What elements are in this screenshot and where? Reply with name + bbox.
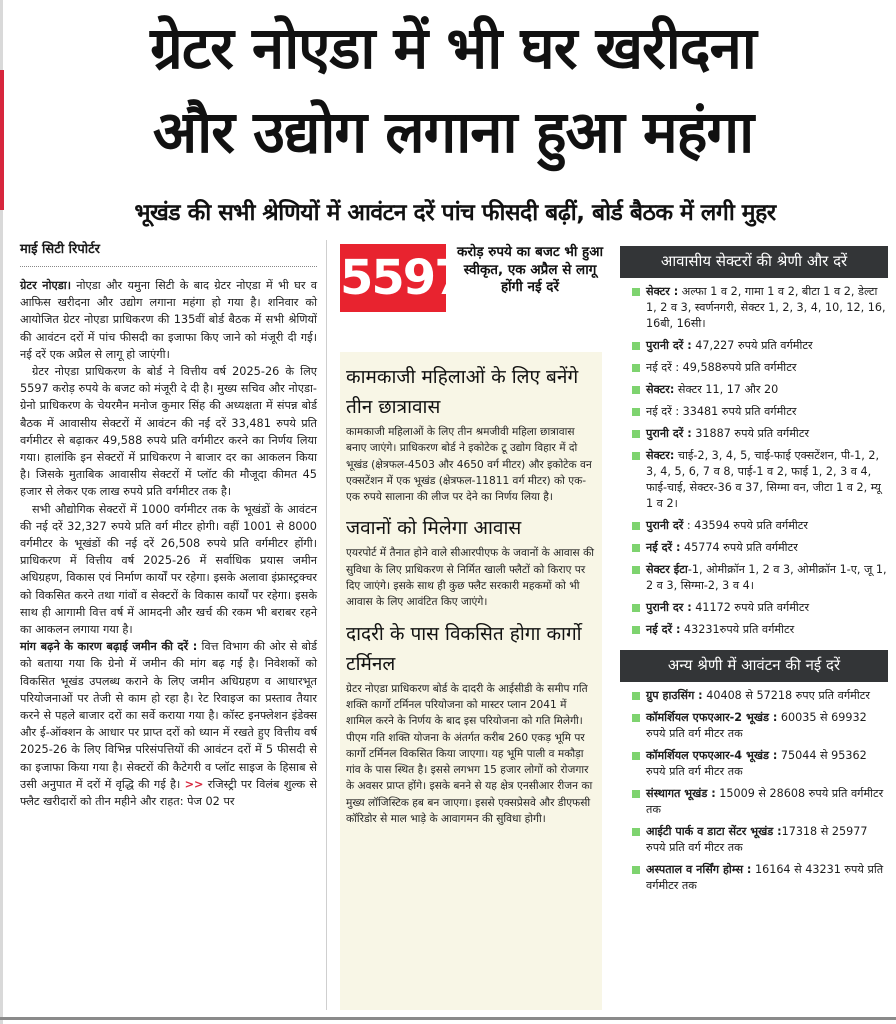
- rate-text: 17318 से 25977 रुपये प्रति वर्ग मीटर तक: [646, 825, 868, 854]
- rate-item: [630, 426, 888, 442]
- bullet-icon: [632, 430, 640, 438]
- rate-label: अस्पताल व नर्सिंग होम्स :: [646, 863, 752, 876]
- bullet-icon: [632, 566, 640, 574]
- rate-item: [630, 748, 888, 780]
- rate-item: [630, 862, 888, 894]
- bottom-rule: [0, 1017, 896, 1020]
- bullet-icon: [632, 714, 640, 722]
- rate-label: कॉमर्शियल एफएआर-4 भूखंड :: [646, 749, 778, 762]
- rate-item: [630, 688, 888, 704]
- jump-link[interactable]: रजिस्ट्री पर विलंब शुल्क से फ्लैट खरीदारों को तीन महीने और राहत: पेज 02 पर: [20, 777, 318, 809]
- rate-label: नई दरें :: [646, 623, 681, 636]
- rate-label: सेक्टर:: [646, 449, 675, 462]
- rate-label: पुरानी दरें :: [646, 427, 692, 440]
- jump-arrow-icon: >>: [184, 777, 204, 791]
- rate-label: नई दरें :: [646, 541, 681, 554]
- other-rates-list: [620, 682, 888, 906]
- rate-text: 31887 रुपये प्रति वर्गमीटर: [691, 427, 810, 440]
- rate-label: आईटी पार्क व डाटा सेंटर भूखंड :: [646, 825, 782, 838]
- rate-item: [630, 622, 888, 638]
- rate-item: [630, 448, 888, 512]
- budget-figure: 5597: [340, 244, 446, 312]
- rate-text: 43231रुपये प्रति वर्गमीटर: [680, 623, 795, 636]
- section-body: एयरपोर्ट में तैनात होने वाले सीआरपीएफ के जवानों के आवास की सुविधा के लिए प्राधिकरण से निर्मित खाली फ्लैटों को किराए पर दिए जाएंगे। इसके साथ ही कुछ फ्लैट सरकारी महकमों को भी आवास के लिए आवंटित किए जाएंगे।: [346, 547, 594, 609]
- red-edge-marker: [0, 70, 4, 210]
- subheadline: भूखंड की सभी श्रेणियों में आवंटन दरें पांच फीसदी बढ़ीं, बोर्ड बैठक में लगी मुहर: [134, 200, 776, 226]
- article-paragraph: सभी औद्योगिक सेक्टरों में 1000 वर्गमीटर तक के भूखंडों के आवंटन की नई दरें 32,327 रुपये प्रति वर्ग मीटर होगी। वहीं 1001 से 8000 वर्गमीटर के भूखंडों की नई दरें 26,508 रुपये प्रति वर्गमीटर होंगी। प्राधिकरण में वित्तीय वर्ष 2025-26 में सर्वाधिक प्रयास जमीन अधिग्रहण, विकास एवं निर्माण कार्यों पर रहेगा। इसके अलावा इंफ्रास्ट्रक्चर को विकसित करने तथा गांवों व सेक्टरों के विकास कार्यों पर रहेगा। इसके साथ ही आगामी वित्त वर्ष में आमदनी और खर्च की रकम भी बराबर रहने का आकलन लगाया गया है।: [20, 502, 317, 637]
- bullet-icon: [632, 544, 640, 552]
- bullet-icon: [632, 522, 640, 530]
- rate-label: ग्रुप हाउसिंग :: [646, 689, 703, 702]
- rate-label: पुरानी दरें :: [646, 339, 692, 352]
- rate-item: [630, 710, 888, 742]
- rate-label: सेक्टर :: [646, 285, 679, 298]
- column-divider: [326, 240, 327, 1010]
- rate-item: [630, 600, 888, 616]
- rate-item: [630, 824, 888, 856]
- bullet-icon: [632, 866, 640, 874]
- byline: माई सिटी रिपोर्टर: [20, 240, 317, 267]
- paragraph-text: नोएडा और यमुना सिटी के बाद ग्रेटर नोएडा में भी घर व आफिस खरीदना और उद्योग लगाना महंगा हो गया है। शनिवार को आयोजित ग्रेटर नोएडा प्राधिकरण की 135वीं बोर्ड बैठक में सभी श्रेणियों की आवंटन दरों में पांच फीसदी का इजाफा किए जाने को मंजूरी दी गई। नई दरें एक अप्रैल से लागू हो जाएंगी।: [20, 279, 317, 361]
- rate-item: [630, 404, 888, 420]
- bullet-icon: [632, 752, 640, 760]
- section-heading: कामकाजी महिलाओं के लिए बनेंगे तीन छात्रावास: [346, 366, 579, 418]
- bullet-icon: [632, 828, 640, 836]
- residential-rates-list: [620, 278, 888, 650]
- rate-text: 60035 से 69932 रुपये प्रति वर्ग मीटर तक: [646, 711, 867, 740]
- rate-item: [630, 338, 888, 354]
- headline-line-2: और उद्योग लगाना हुआ महंगा: [152, 98, 754, 166]
- bullet-icon: [632, 364, 640, 372]
- bullet-icon: [632, 342, 640, 350]
- rate-text: सेक्टर 11, 17 और 20: [674, 383, 779, 396]
- section-body: ग्रेटर नोएडा प्राधिकरण बोर्ड के दादरी के आईसीडी के समीप गति शक्ति कार्गो टर्मिनल परियोजना को मास्टर प्लान 2041 में शामिल करने के निर्णय के बाद इस परियोजना को गति मिलेगी। पीएम गति शक्ति योजना के अंतर्गत करीब 260 एकड़ भूमि पर कार्गो टर्मिनल विकसित किया जाएगा। यह भूमि पाली व मकौड़ा गांव के पास स्थित है। इससे लगभग 15 हजार लोगों को रोजगार के अवसर प्राप्त होंगे। इसके बनने से यह क्षेत्र एनसीआर रीजन का मुख्य लॉजिस्टिक हब बन जाएगा। इससे एक्सप्रेसवे और डीएफसी कॉरिडोर से माल भाड़े के आवागमन की सुविधा होगी।: [346, 682, 593, 826]
- bullet-icon: [632, 790, 640, 798]
- article-paragraph: [20, 638, 317, 810]
- bullet-icon: [632, 604, 640, 612]
- rate-text: चाई-2, 3, 4, 5, चाई-फाई एक्सटेंशन, पी-1, 2, 3, 4, 5, 6, 7 व 8, पाई-1 व 2, फाई 1, 2, 3 व 4, फाई-चाई, सेक्टर-36 व 37, सिग्मा वन, जीटा 1 व 2, म्यू 1 व 2।: [646, 449, 881, 510]
- rate-label: सेक्टर:: [646, 383, 675, 396]
- headline: [18, 6, 888, 174]
- rate-label: पुरानी दरें: [646, 519, 684, 532]
- rate-label: सेक्टर ईटा: [646, 563, 688, 576]
- rate-text: नई दरें : 33481 रुपये प्रति वर्गमीटर: [646, 405, 797, 418]
- other-rates-header: अन्य श्रेणी में आवंटन की नई दरें: [620, 650, 888, 682]
- bullet-icon: [632, 692, 640, 700]
- rate-text: अल्फा 1 व 2, गामा 1 व 2, बीटा 1 व 2, डेल्टा 1, 2 व 3, स्वर्णनगरी, सेक्टर 1, 2, 3, 4, 10, 12, 16, 16बी, 16सी।: [646, 285, 886, 330]
- bullet-icon: [632, 386, 640, 394]
- rate-text: -1, ओमीक्रॉन 1, 2 व 3, ओमीक्रॉन 1-ए, जू 1, 2 व 3, सिग्मा-2, 3 व 4।: [646, 563, 887, 592]
- rate-label: संस्थागत भूखंड :: [646, 787, 716, 800]
- rate-text: 75044 से 95362 रुपये प्रति वर्ग मीटर तक: [646, 749, 867, 778]
- rate-text: 41172 रुपये प्रति वर्गमीटर: [691, 601, 810, 614]
- bullet-icon: [632, 288, 640, 296]
- rate-item: [630, 360, 888, 376]
- dateline: ग्रेटर नोएडा।: [20, 279, 72, 292]
- rate-item: [630, 562, 888, 594]
- bullet-icon: [632, 408, 640, 416]
- section-heading: दादरी के पास विकसित होगा कार्गो टर्मिनल: [346, 622, 582, 675]
- rate-text: 16164 से 43231 रुपये प्रति वर्गमीटर तक: [646, 863, 884, 892]
- budget-caption: करोड़ रुपये का बजट भी हुआ स्वीकृत, एक अप्रैल से लागू होंगी नई दरें: [456, 244, 604, 295]
- article-paragraph: [20, 277, 317, 363]
- residential-rates-header: आवासीय सेक्टरों की श्रेणी और दरें: [620, 246, 888, 278]
- rate-text: 47,227 रुपये प्रति वर्गमीटर: [691, 339, 813, 352]
- main-article: [20, 240, 317, 810]
- rate-text: 45774 रुपये प्रति वर्गमीटर: [680, 541, 798, 554]
- section-body: कामकाजी महिलाओं के लिए तीन श्रमजीवी महिला छात्रावास बनाए जाएंगे। प्राधिकरण बोर्ड ने इकोटेक टू उद्योग विहार में दो भूखंड (क्षेत्रफल-4503 और 4650 वर्ग मीटर) और इकोटेक वन एक्सटेंशन में एक भूखंड (क्षेत्रफल-11811 वर्ग मीटर) को एक-एक रुपये सालाना की लीज पर देने का निर्णय लिया है।: [346, 426, 592, 504]
- rate-label: पुरानी दर :: [646, 601, 692, 614]
- bullet-icon: [632, 452, 640, 460]
- rate-item: [630, 786, 888, 818]
- side-stories-panel: [340, 352, 602, 1010]
- rate-item: [630, 540, 888, 556]
- rate-label: कॉमर्शियल एफएआर-2 भूखंड :: [646, 711, 778, 724]
- bullet-icon: [632, 626, 640, 634]
- rate-text: 40408 से 57218 रुपए प्रति वर्गमीटर: [702, 689, 870, 702]
- subheading-inline: मांग बढ़ने के कारण बढ़ाई जमीन की दरें :: [20, 640, 198, 654]
- headline-line-1: ग्रेटर नोएडा में भी घर खरीदना: [150, 14, 756, 82]
- rate-text: 15009 से 28608 रुपये प्रति वर्गमीटर तक: [646, 787, 884, 816]
- rate-text: : 43594 रुपये प्रति वर्गमीटर: [683, 519, 808, 532]
- article-paragraph: ग्रेटर नोएडा प्राधिकरण के बोर्ड ने वित्तीय वर्ष 2025-26 के लिए 5597 करोड़ रुपये के बजट को मंजूरी दे दी है। मुख्य सचिव और नोएडा- ग्रेनो प्राधिकरण के चेयरमैन मनोज कुमार सिंह की अध्यक्षता में संपन्न बोर्ड बैठक में आवासीय सेक्टरों में आवंटन की नई दरें 33,481 रुपये प्रति वर्गमीटर से बढ़ाकर 49,588 रुपये प्रति वर्गमीटर करने का निर्णय लिया गया। हालांकि इन सेक्टरों में प्राधिकरण ने बाजार दर का आकलन किया है। जिसके मुताबिक आवासीय सेक्टरों में प्लॉट की मौजूदा कीमत 45 हजार से लेकर एक लाख रुपये प्रति वर्गमीटर तक है।: [20, 365, 317, 499]
- rate-item: [630, 382, 888, 398]
- rates-sidebar: [620, 246, 888, 906]
- rate-text: नई दरें : 49,588रुपये प्रति वर्गमीटर: [646, 361, 797, 374]
- rate-item: [630, 518, 888, 534]
- paragraph-text: वित्त विभाग की ओर से बोर्ड को बताया गया कि ग्रेनो में जमीन की मांग बढ़ गई है। निवेशकों को विकसित भूखंड उपलब्ध कराने के लिए जमीन अधिग्रहण व आधारभूत परियोजनाओं पर तेजी से काम हो रहा है। रेट रिवाइज का प्रस्ताव तैयार करने से पहले बाजार दरों का सर्वे कराया गया है। कॉस्ट इनफ्लेशन इंडेक्स और ई-ऑक्शन के आधार पर प्राप्त दरों को ध्यान में रखते हुए वित्तीय वर्ष 2025-26 के लिए विभिन्न परिसंपत्तियों की आवंटन दरों में 5 फीसदी से का इजाफा किया गया है। सेक्टरों की कैटेगरी व प्लॉट साइज के हिसाब से उसी अनुपात में दरों में वृद्धि की गई है।: [20, 640, 317, 791]
- rate-item: [630, 284, 888, 332]
- section-heading: जवानों को मिलेगा आवास: [346, 517, 522, 540]
